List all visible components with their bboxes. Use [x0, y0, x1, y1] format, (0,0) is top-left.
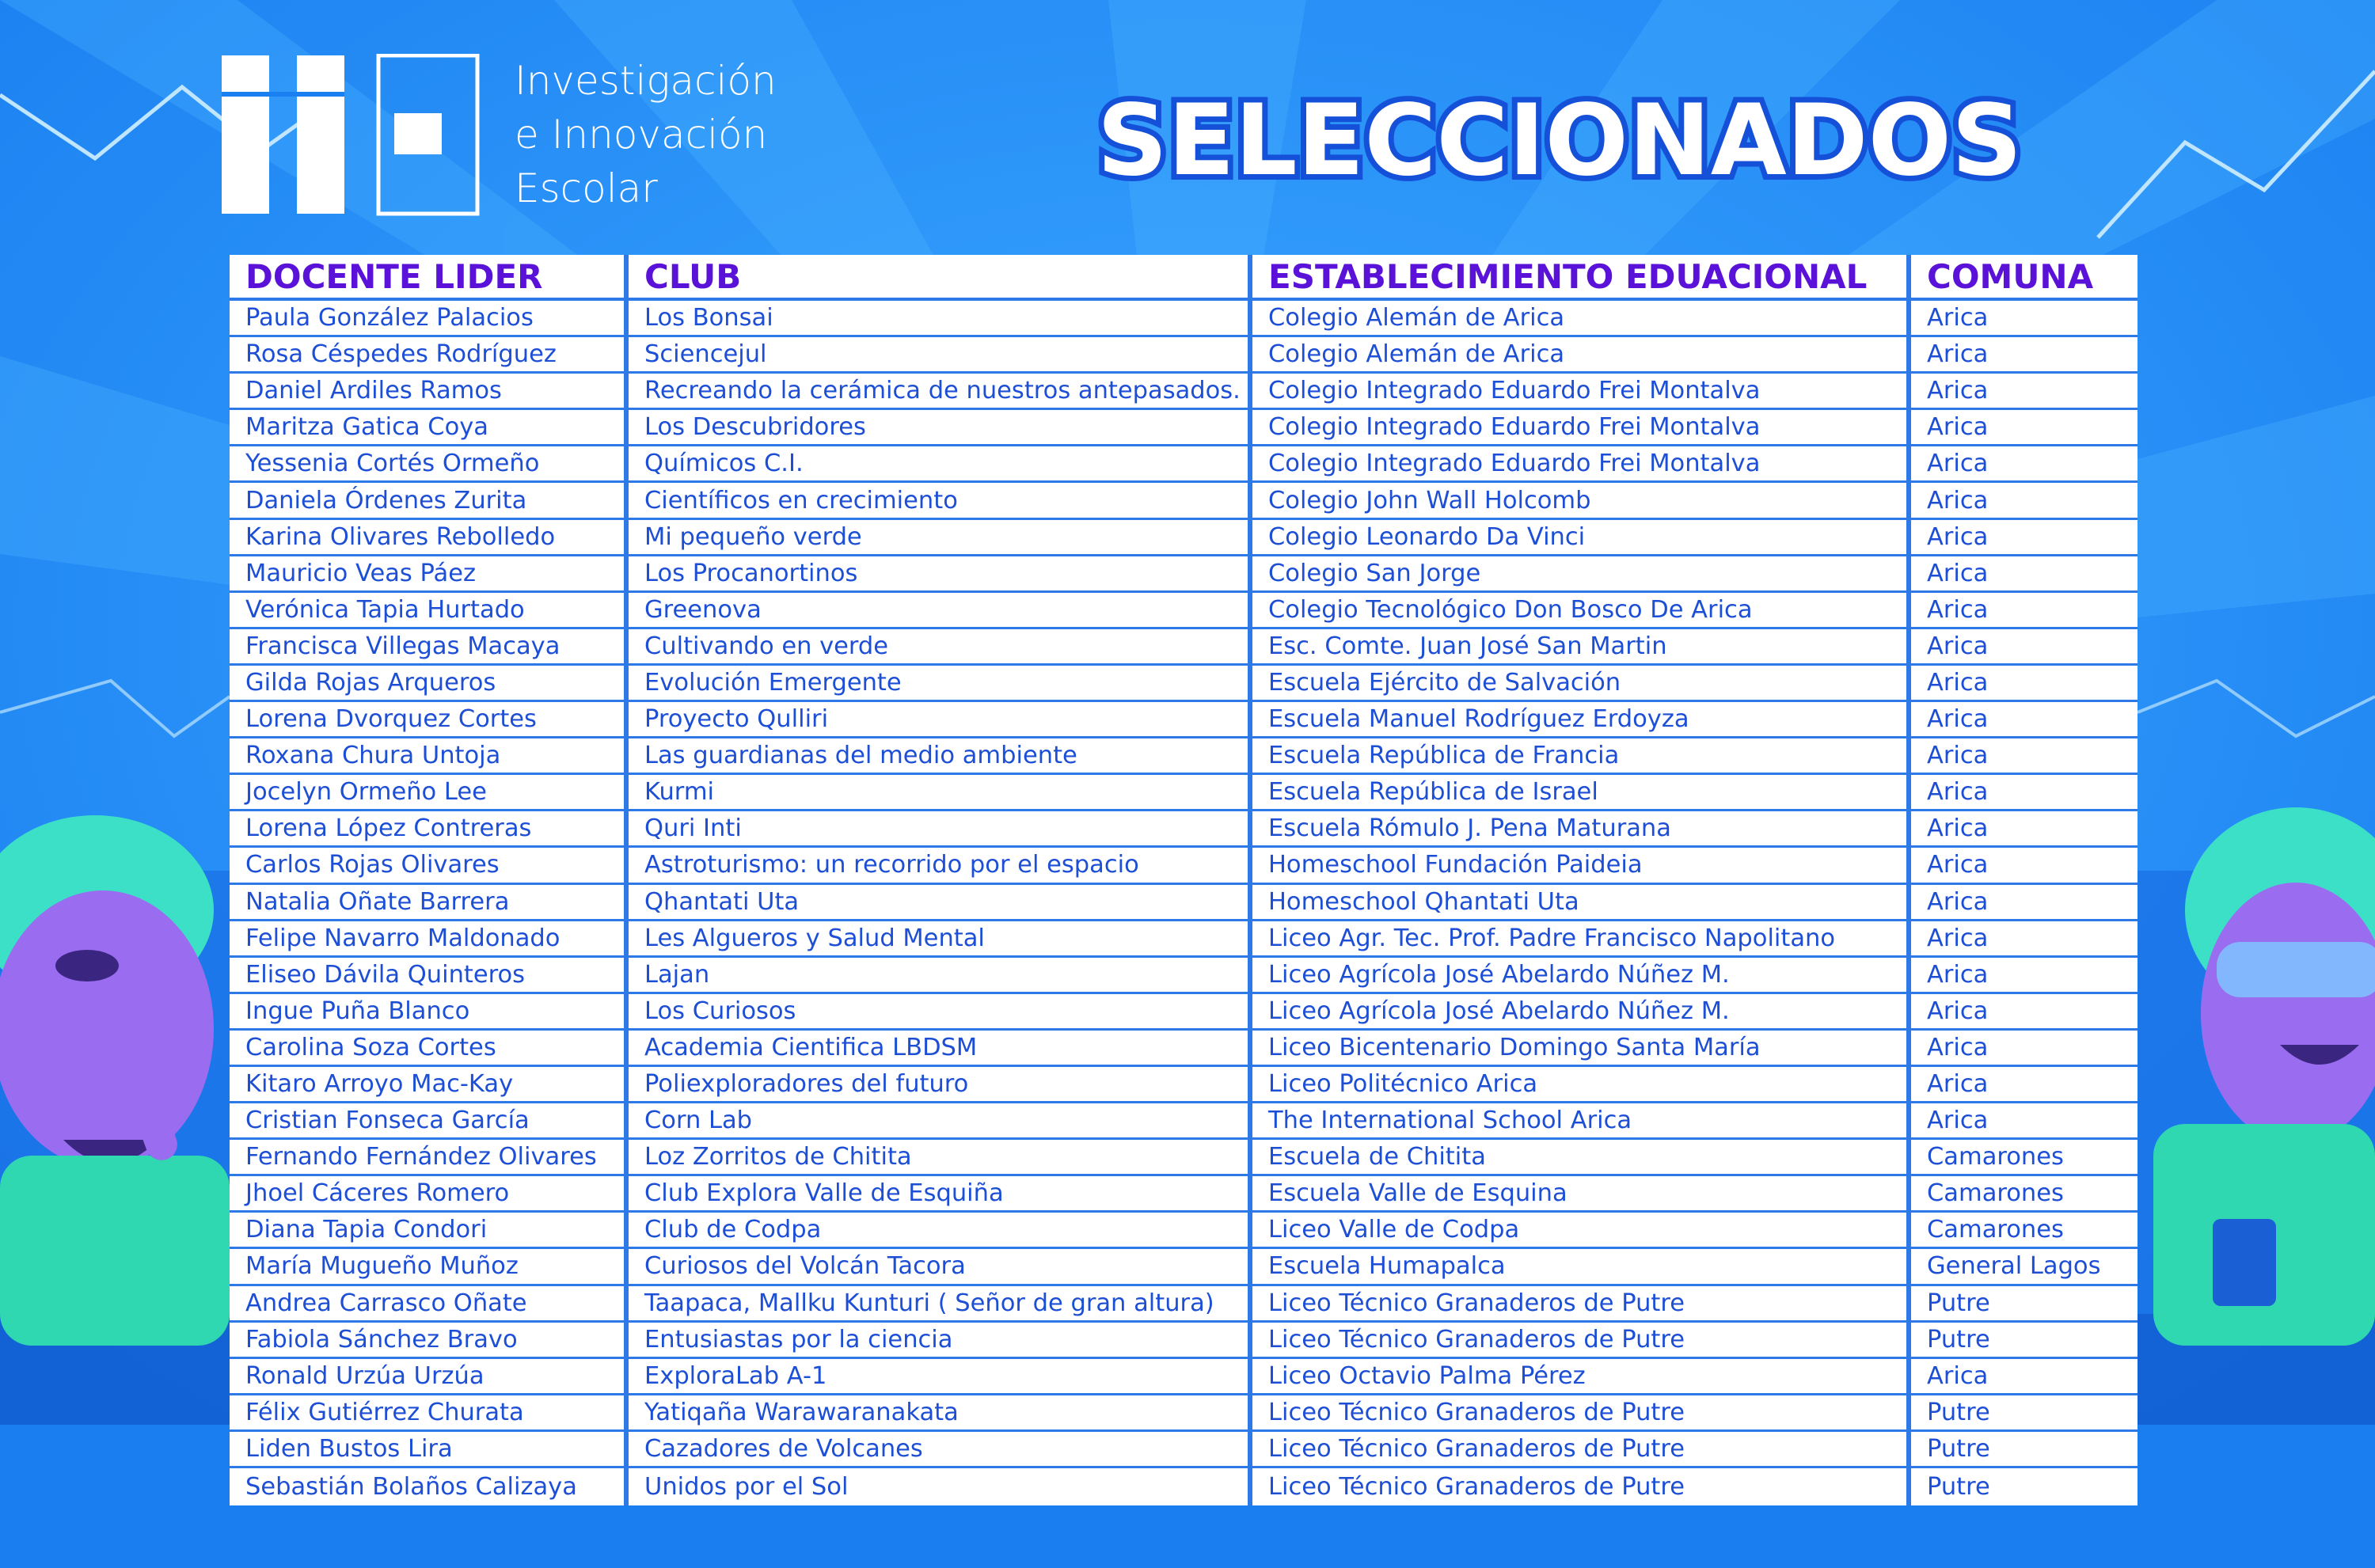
table-cell: Escuela República de Francia	[1252, 738, 1906, 775]
table-cell: Corn Lab	[629, 1103, 1248, 1140]
table-cell: Arica	[1911, 1103, 2138, 1140]
table-cell: Quri Inti	[629, 811, 1248, 848]
table-cell: Liceo Técnico Granaderos de Putre	[1268, 1472, 1685, 1501]
table-cell: Lorena López Contreras	[230, 811, 624, 848]
table-cell: Natalia Oñate Barrera	[230, 885, 624, 921]
table-cell: Yessenia Cortés Ormeño	[230, 446, 624, 483]
table-cell: Verónica Tapia Hurtado	[230, 593, 624, 629]
table-cell: Putre	[1911, 1286, 2138, 1323]
table-cell: Yatiqaña Warawaranakata	[629, 1395, 1248, 1432]
table-cell: Los Descubridores	[629, 410, 1248, 446]
table-cell: Colegio Integrado Eduardo Frei Montalva	[1252, 374, 1906, 410]
column-header: COMUNA	[1911, 255, 2138, 301]
table-cell: Karina Olivares Rebolledo	[230, 520, 624, 556]
table-cell: Colegio Tecnológico Don Bosco De Arica	[1252, 593, 1906, 629]
table-cell: Entusiastas por la ciencia	[629, 1323, 1248, 1359]
table-cell: Arica	[1911, 1031, 2138, 1067]
table-cell: Arica	[1911, 958, 2138, 994]
table-cell: Liceo Técnico Granaderos de Putre	[1252, 1395, 1906, 1432]
table-cell: Kitaro Arroyo Mac-Kay	[230, 1067, 624, 1103]
table-cell: Poliexploradores del futuro	[629, 1067, 1248, 1103]
table-cell: Carolina Soza Cortes	[230, 1031, 624, 1067]
table-cell: Camarones	[1911, 1213, 2138, 1249]
table-cell: Esc. Comte. Juan José San Martin	[1252, 629, 1906, 666]
table-cell: Curiosos del Volcán Tacora	[629, 1249, 1248, 1285]
table-cell: Club de Codpa	[629, 1213, 1248, 1249]
table-cell: Liceo Técnico Granaderos de Putre	[1252, 1323, 1906, 1359]
table-cell: Liceo Agrícola José Abelardo Núñez M.	[1252, 958, 1906, 994]
table-cell: Escuela Humapalca	[1252, 1249, 1906, 1285]
table-cell: Arica	[1911, 1067, 2138, 1103]
logo-text	[515, 54, 777, 215]
table-cell: Homeschool Qhantati Uta	[1252, 885, 1906, 921]
table-cell: Liceo Técnico Granaderos de Putre	[1252, 1286, 1906, 1323]
table-cell: Sciencejul	[629, 337, 1248, 374]
column-header: CLUB	[629, 255, 1248, 301]
table-cell: Colegio Leonardo Da Vinci	[1252, 520, 1906, 556]
table-cell: Los Procanortinos	[629, 556, 1248, 593]
table-cell: Paula González Palacios	[230, 301, 624, 337]
table-cell: Arica	[1911, 301, 2138, 337]
table-cell: Arica	[1911, 374, 2138, 410]
logo-line: Investigación	[515, 58, 777, 104]
table-cell: Proyecto Qulliri	[629, 702, 1248, 738]
table-cell: Colegio Integrado Eduardo Frei Montalva	[1252, 410, 1906, 446]
table-cell: Arica	[1911, 885, 2138, 921]
table-cell: Arica	[1911, 811, 2138, 848]
table-cell: Putre	[1911, 1323, 2138, 1359]
table-cell: Liceo Valle de Codpa	[1252, 1213, 1906, 1249]
table-cell: Colegio San Jorge	[1252, 556, 1906, 593]
table-cell: Jhoel Cáceres Romero	[230, 1176, 624, 1213]
table-cell: Kurmi	[629, 775, 1248, 811]
table-cell: Eliseo Dávila Quinteros	[230, 958, 624, 994]
table-cell: Arica	[1911, 1359, 2138, 1395]
table-cell: Colegio Alemán de Arica	[1252, 301, 1906, 337]
table-cell: ExploraLab A-1	[629, 1359, 1248, 1395]
table-cell: Maritza Gatica Coya	[230, 410, 624, 446]
table-cell: Greenova	[629, 593, 1248, 629]
column-club	[624, 255, 1248, 1505]
table-cell: Evolución Emergente	[629, 666, 1248, 702]
table-cell: Colegio Integrado Eduardo Frei Montalva	[1252, 446, 1906, 483]
table-cell: Arica	[1911, 775, 2138, 811]
table-cell: Rosa Céspedes Rodríguez	[230, 337, 624, 374]
table-cell: Mi pequeño verde	[629, 520, 1248, 556]
table-cell: Félix Gutiérrez Churata	[230, 1395, 624, 1432]
table-cell: Arica	[1911, 848, 2138, 884]
table-cell: Camarones	[1911, 1140, 2138, 1176]
column-header: ESTABLECIMIENTO EDUACIONAL	[1252, 255, 1906, 301]
table-cell: Les Algueros y Salud Mental	[629, 921, 1248, 958]
table-cell: Los Bonsai	[629, 301, 1248, 337]
left-character-illustration	[0, 815, 230, 1346]
table-cell: Lorena Dvorquez Cortes	[230, 702, 624, 738]
table-cell: Qhantati Uta	[629, 885, 1248, 921]
table-cell: Escuela Rómulo J. Pena Maturana	[1252, 811, 1906, 848]
selected-table	[230, 255, 2138, 1505]
table-cell: Arica	[1911, 593, 2138, 629]
table-cell: The International School Arica	[1252, 1103, 1906, 1140]
table-cell: Homeschool Fundación Paideia	[1252, 848, 1906, 884]
table-cell: Putre	[1911, 1395, 2138, 1432]
table-cell: Jocelyn Ormeño Lee	[230, 775, 624, 811]
table-cell: Escuela de Chitita	[1252, 1140, 1906, 1176]
table-cell: Colegio Alemán de Arica	[1252, 337, 1906, 374]
table-cell: Liceo Octavio Palma Pérez	[1252, 1359, 1906, 1395]
table-cell: Ronald Urzúa Urzúa	[230, 1359, 624, 1395]
table-cell: Escuela Ejército de Salvación	[1252, 666, 1906, 702]
column-establecimiento	[1248, 255, 1906, 1505]
table-cell: Loz Zorritos de Chitita	[629, 1140, 1248, 1176]
table-cell: Escuela Manuel Rodríguez Erdoyza	[1252, 702, 1906, 738]
table-cell: Camarones	[1911, 1176, 2138, 1213]
table-cell: Químicos C.I.	[629, 446, 1248, 483]
table-cell: Francisca Villegas Macaya	[230, 629, 624, 666]
page-title-text: SELECCIONADOS	[1096, 84, 2023, 198]
table-cell: Escuela Valle de Esquina	[1252, 1176, 1906, 1213]
table-cell: Liceo Politécnico Arica	[1252, 1067, 1906, 1103]
table-cell: Sebastián Bolaños Calizaya	[245, 1472, 577, 1501]
iie-logo	[220, 54, 481, 220]
table-cell: Arica	[1911, 520, 2138, 556]
table-cell: Liceo Técnico Granaderos de Putre	[1252, 1432, 1906, 1468]
column-comuna	[1906, 255, 2138, 1505]
table-cell: Cultivando en verde	[629, 629, 1248, 666]
table-cell: Fabiola Sánchez Bravo	[230, 1323, 624, 1359]
table-cell: Daniel Ardiles Ramos	[230, 374, 624, 410]
table-cell: Ingue Puña Blanco	[230, 994, 624, 1031]
column-header: DOCENTE LIDER	[230, 255, 624, 301]
table-cell: General Lagos	[1911, 1249, 2138, 1285]
table-cell: Roxana Chura Untoja	[230, 738, 624, 775]
table-cell: Liceo Bicentenario Domingo Santa María	[1252, 1031, 1906, 1067]
table-cell: Andrea Carrasco Oñate	[230, 1286, 624, 1323]
table-cell: Liden Bustos Lira	[230, 1432, 624, 1468]
table-cell: Fernando Fernández Olivares	[230, 1140, 624, 1176]
table-cell: Lajan	[629, 958, 1248, 994]
table-cell: Diana Tapia Condori	[230, 1213, 624, 1249]
table-cell: Gilda Rojas Arqueros	[230, 666, 624, 702]
table-cell: Recreando la cerámica de nuestros antepasados.	[629, 374, 1248, 410]
table-cell: Los Curiosos	[629, 994, 1248, 1031]
table-cell: Arica	[1911, 666, 2138, 702]
page-title	[1092, 79, 2027, 206]
table-cell: Carlos Rojas Olivares	[230, 848, 624, 884]
table-cell: Arica	[1911, 921, 2138, 958]
table-cell: Felipe Navarro Maldonado	[230, 921, 624, 958]
table-cell: Arica	[1911, 556, 2138, 593]
table-cell: Arica	[1911, 410, 2138, 446]
table-cell: Taapaca, Mallku Kunturi ( Señor de gran altura)	[629, 1286, 1248, 1323]
table-cell: Cristian Fonseca García	[230, 1103, 624, 1140]
table-cell: Academia Cientifica LBDSM	[629, 1031, 1248, 1067]
table-cell: Arica	[1911, 337, 2138, 374]
table-cell: Daniela Órdenes Zurita	[230, 483, 624, 519]
table-cell: Arica	[1911, 738, 2138, 775]
table-cell: María Mugueño Muñoz	[230, 1249, 624, 1285]
table-cell: Putre	[1927, 1472, 1990, 1501]
table-cell: Arica	[1911, 702, 2138, 738]
table-cell: Las guardianas del medio ambiente	[629, 738, 1248, 775]
table-cell: Arica	[1911, 446, 2138, 483]
table-cell: Liceo Agrícola José Abelardo Núñez M.	[1252, 994, 1906, 1031]
logo-line: e Innovación	[515, 112, 768, 158]
table-cell: Putre	[1911, 1432, 2138, 1468]
table-cell: Escuela República de Israel	[1252, 775, 1906, 811]
table-cell: Colegio John Wall Holcomb	[1252, 483, 1906, 519]
table-cell: Arica	[1911, 994, 2138, 1031]
table-cell: Cazadores de Volcanes	[629, 1432, 1248, 1468]
table-cell: Científicos en crecimiento	[629, 483, 1248, 519]
table-cell: Astroturismo: un recorrido por el espacio	[629, 848, 1248, 884]
table-cell: Arica	[1911, 629, 2138, 666]
table-cell: Mauricio Veas Páez	[230, 556, 624, 593]
logo-line: Escolar	[515, 165, 658, 211]
table-cell: Unidos por el Sol	[644, 1472, 849, 1501]
column-docente	[230, 255, 624, 1505]
table-cell: Liceo Agr. Tec. Prof. Padre Francisco Napolitano	[1252, 921, 1906, 958]
table-cell: Arica	[1911, 483, 2138, 519]
table-cell: Club Explora Valle de Esquiña	[629, 1176, 1248, 1213]
